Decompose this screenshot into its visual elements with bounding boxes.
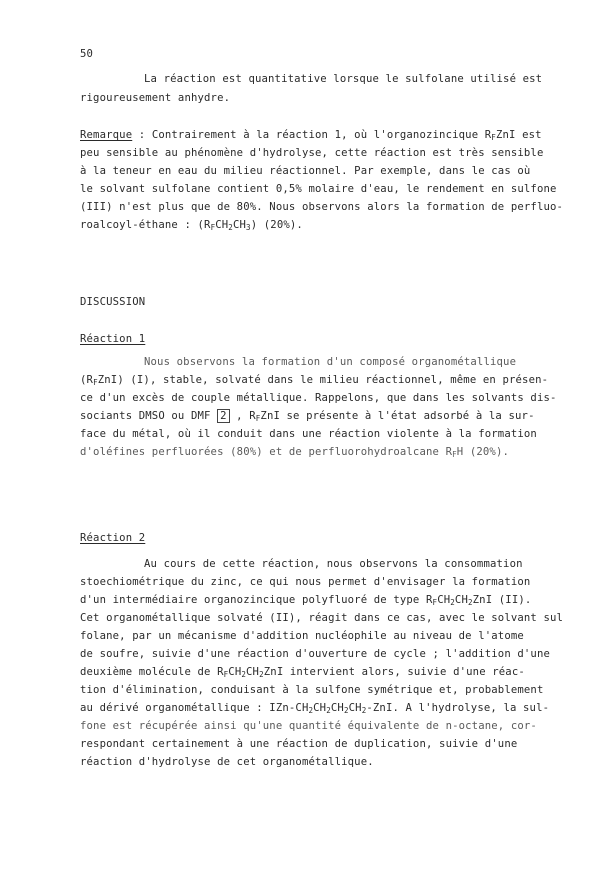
text-line: d'un intermédiaire organozincique polyfluoré de type $R_FCH_2CH_2ZnI$ (II). (80, 594, 532, 607)
text-line: d'oléfines perfluorées (80%) et de perfluorohydroalcane $R_FH$ (20%). (80, 446, 510, 459)
text-line: Au cours de cette réaction, nous observons la consommation (144, 558, 523, 570)
text-line: tion d'élimination, conduisant à la sulfone symétrique et, probablement (80, 684, 544, 696)
text-line: Nous observons la formation d'un composé organométallique (144, 356, 517, 368)
text-line: rigoureusement anhydre. (80, 92, 231, 104)
text-line: Cet organométallique solvaté (II), réagit dans ce cas, avec le solvant sul (80, 612, 564, 624)
page-number: 50 (80, 48, 94, 60)
remarque-label: Remarque (80, 129, 133, 141)
text-line: stoechiométrique du zinc, ce qui nous permet d'envisager la formation (80, 576, 531, 588)
section-heading: DISCUSSION (80, 296, 146, 308)
text-line: face du métal, où il conduit dans une réaction violente à la formation (80, 428, 537, 440)
text-line: peu sensible au phénomène d'hydrolyse, cette réaction est très sensible (80, 147, 544, 159)
text-line: à la teneur en eau du milieu réactionnel. Par exemple, dans le cas où (80, 165, 531, 177)
text-line: le solvant sulfolane contient 0,5% molaire d'eau, le rendement en sulfone (80, 183, 557, 195)
text-line: $(R_FZnI)$ (I), stable, solvaté dans le milieu réactionnel, même en présen- (80, 374, 549, 387)
text-line: ce d'un excès de couple métallique. Rappelons, que dans les solvants dis- (80, 392, 557, 404)
text-line: sociants DMSO ou DMF 2 , $R_FZnI$ se présente à l'état adsorbé à la sur- (80, 410, 535, 423)
text-line: roalcoyl-éthane : $(R_FCH_2CH_3)$ (20%). (80, 219, 303, 232)
text-line: fone est récupérée ainsi qu'une quantité équivalente de n-octane, cor- (80, 720, 537, 732)
text-line (80, 129, 542, 141)
text-line: deuxième molécule de $R_FCH_2CH_2ZnI$ intervient alors, suivie d'une réac- (80, 666, 525, 679)
reaction2-heading: Réaction 2 (80, 532, 146, 544)
text-line: (III) n'est plus que de 80%. Nous observons alors la formation de perfluo- (80, 201, 564, 213)
text-line: au dérivé organométallique : IZn-$CH_2CH_2CH_2CH_2$-ZnI. A l'hydrolyse, la sul- (80, 702, 550, 715)
text-line: de soufre, suivie d'une réaction d'ouverture de cycle ; l'addition d'une (80, 648, 551, 660)
text-line: réaction d'hydrolyse de cet organométallique. (80, 756, 374, 768)
text-fragment: : Contrairement à la réaction 1, où l'organozincique $R_FZnI$ est (132, 129, 542, 142)
text-line: folane, par un mécanisme d'addition nucléophile au niveau de l'atome (80, 630, 524, 642)
text-line: La réaction est quantitative lorsque le sulfolane utilisé est (144, 73, 543, 85)
text-line: respondant certainement à une réaction de duplication, suivie d'une (80, 738, 518, 750)
reaction1-heading: Réaction 1 (80, 333, 146, 345)
